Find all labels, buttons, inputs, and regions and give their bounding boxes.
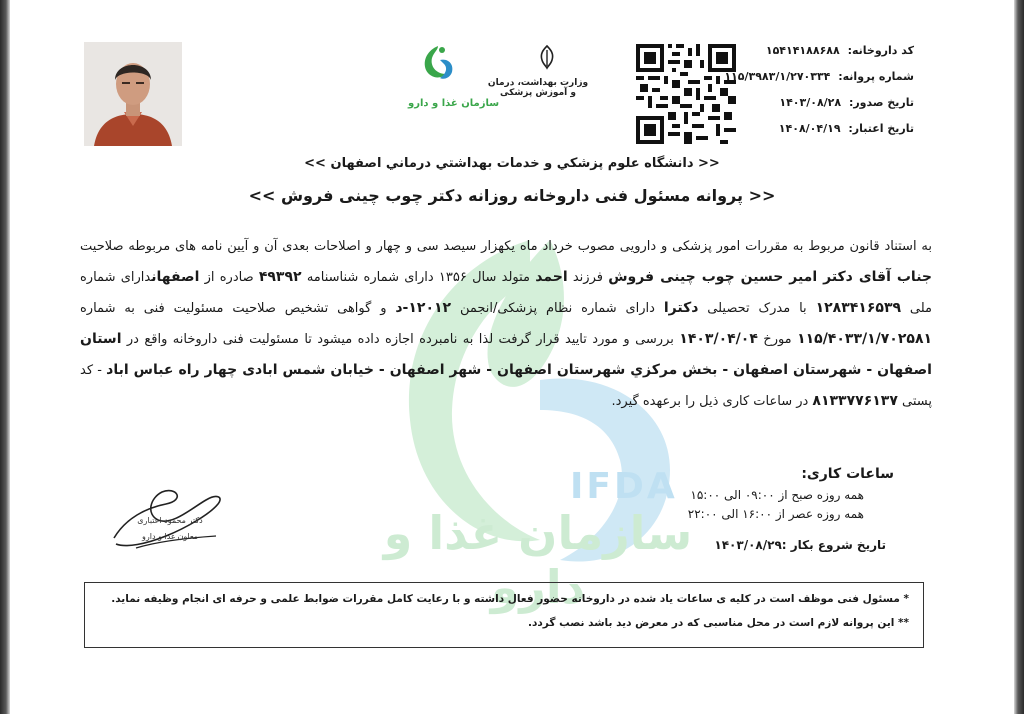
note-1: * مسئول فنی موظف است در کلیه ی ساعات یاد شده در داروخانه حضور فعال داشته و با رعایت کامل مقررات ضوابط علمی و حرفه ای انجام وظیفه نماید. bbox=[111, 593, 909, 605]
meta-label: تاریخ صدور: bbox=[848, 96, 914, 109]
body-text: فرزند bbox=[572, 270, 603, 285]
meta-value: ۱۴۰۳/۰۸/۲۸ bbox=[779, 96, 842, 109]
body-text: مورخ bbox=[763, 332, 792, 347]
working-hours bbox=[654, 466, 894, 524]
degree: دکترا bbox=[663, 300, 699, 316]
body-text: - کد پستی bbox=[80, 363, 932, 409]
body-text: دارای شماره نظام پزشکی/انجمن bbox=[459, 301, 655, 316]
ifda-logo-label: سازمان غذا و دارو bbox=[408, 98, 500, 109]
expiry-date-row bbox=[754, 122, 914, 148]
body-text: بررسی و مورد تایید قرار گرفت لذا به نامبرده اجازه داده میشود تا مسئولیت فنی داروخانه واقع در bbox=[126, 332, 674, 347]
start-date: تاریخ شروع بکار :۱۴۰۳/۰۸/۲۹ bbox=[714, 538, 886, 552]
meta-value: ۱۱۵/۳۹۸۳/۱/۲۷۰۳۳۴ bbox=[724, 70, 831, 83]
meta-label: تاریخ اعتبار: bbox=[848, 122, 914, 135]
body-text: دارای شماره ملی bbox=[80, 270, 933, 316]
meta-value: ۱۴۰۸/۰۴/۱۹ bbox=[778, 122, 841, 135]
body-text: به استناد قانون مربوط به مقررات امور پزشکی و دارویی مصوب خرداد ماه یکهزار سیصد سی و چهار و اصلاحات بعدی آن و آیین نامه های مربوطه صلاحیت bbox=[80, 239, 932, 254]
license-number-row bbox=[724, 70, 914, 96]
license-meta bbox=[724, 44, 914, 148]
notes-box bbox=[84, 582, 924, 648]
ministry-logo-label: وزارت بهداشت، درمان و آموزش پزشکی bbox=[487, 78, 589, 98]
watermark-ifda-text: IFDA bbox=[570, 466, 678, 507]
issued-from: اصفهان bbox=[151, 269, 200, 285]
holder-name: جناب آقای دکتر امیر حسین چوب چینی فروش bbox=[608, 269, 932, 285]
body-text: متولد سال ۱۳۵۶ دارای شماره شناسنامه bbox=[306, 270, 531, 285]
license-document bbox=[10, 0, 1014, 714]
holder-photo bbox=[84, 42, 182, 146]
body-text: در ساعات کاری ذیل را برعهده گیرد. bbox=[611, 394, 809, 409]
body-text: با مدرک تحصیلی bbox=[707, 301, 807, 316]
meta-label: کد داروخانه: bbox=[847, 44, 914, 57]
pharmacy-address: استان اصفهان - شهرستان اصفهان - بخش مرکزي شهرستان اصفهان - شهر اصفهان - خیابان شمس ابادی چهار راه عباس اباد bbox=[80, 331, 932, 378]
watermark-org-text: سازمان غذا و دارو bbox=[383, 506, 693, 614]
id-number: ۴۹۳۹۲ bbox=[258, 269, 302, 285]
certificate-date: ۱۴۰۳/۰۴/۰۴ bbox=[679, 331, 758, 347]
body-text: صادره از bbox=[204, 270, 254, 285]
ifda-logo-icon bbox=[418, 42, 458, 82]
qr-code bbox=[636, 44, 736, 144]
working-hours-title: ساعات کاری: bbox=[801, 466, 894, 482]
postal-code: ۸۱۳۳۷۷۶۱۳۷ bbox=[812, 393, 898, 409]
issue-date-row bbox=[754, 96, 914, 122]
scan-edge-right bbox=[1014, 0, 1024, 714]
signer-title: معاون غذا و دارو bbox=[142, 532, 198, 541]
hours-evening: همه روزه عصر از ۱۶:۰۰ الی ۲۲:۰۰ bbox=[687, 507, 864, 521]
note-2: ** این پروانه لازم است در محل مناسبی که در معرض دید باشد نصب گردد. bbox=[528, 617, 909, 629]
body-text: و گواهی تشخیص صلاحیت مسئولیت فنی به شماره bbox=[80, 301, 387, 316]
iran-emblem-icon bbox=[536, 44, 558, 70]
certificate-number: ۱۱۵/۴۰۳۳/۱/۷۰۲۵۸۱ bbox=[797, 331, 933, 347]
national-id: ۱۲۸۳۴۱۶۵۳۹ bbox=[815, 300, 902, 316]
header-logos bbox=[408, 42, 598, 128]
license-body bbox=[80, 232, 932, 417]
license-title: << پروانه مسئول فنی داروخانه روزانه دکتر چوب چینی فروش >> bbox=[248, 186, 776, 205]
hours-morning: همه روزه صبح از ۰۹:۰۰ الی ۱۵:۰۰ bbox=[690, 488, 864, 502]
pharmacy-code-row bbox=[754, 44, 914, 70]
father-name: احمد bbox=[535, 269, 568, 285]
meta-value: ۱۵۴۱۴۱۸۸۶۸۸ bbox=[765, 44, 840, 57]
scan-edge-left bbox=[0, 0, 10, 714]
council-number: ۱۲۰۱۲-د bbox=[395, 300, 452, 316]
university-heading: << دانشگاه علوم پزشكي و خدمات بهداشتي درماني اصفهان >> bbox=[304, 156, 720, 171]
meta-label: شماره پروانه: bbox=[838, 70, 914, 83]
signer-name: دکتر محمود اعتباری bbox=[137, 516, 203, 525]
